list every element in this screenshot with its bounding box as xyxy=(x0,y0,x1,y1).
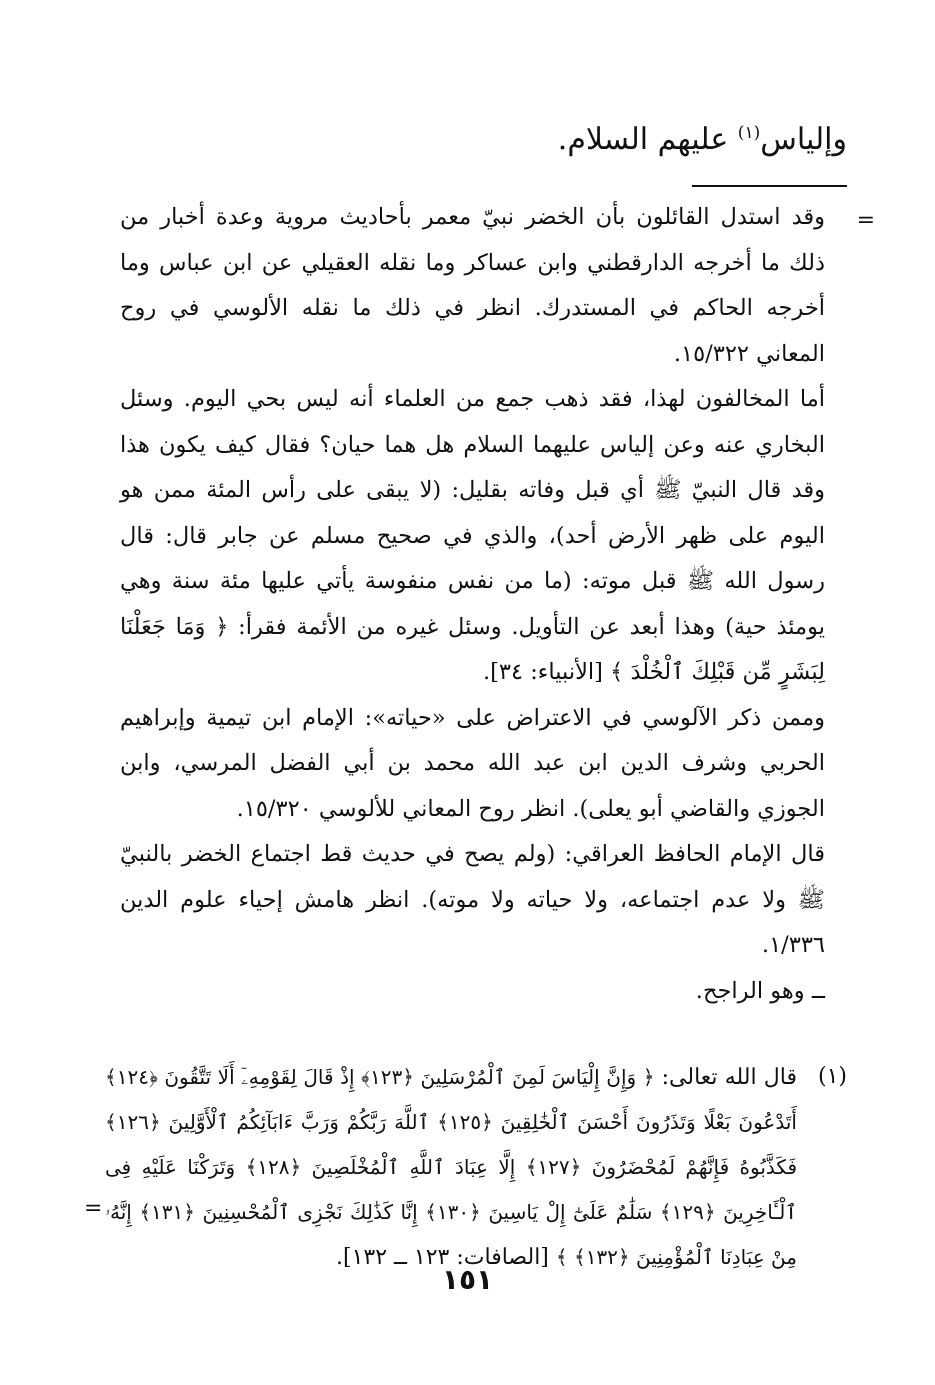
footnote-separator-rule xyxy=(692,185,847,187)
surah-reference: [الصافات: ١٢٣ ــ ١٣٢]. xyxy=(336,1245,556,1270)
continued-footnote-block xyxy=(120,195,825,1014)
footnote-paragraph-1: وقد استدل القائلون بأن الخضر نبيّ معمر بأحاديث مروية وعدة أخبار من ذلك ما أخرجه الدارقطني وابن عساكر وما نقله العقيلي عن ابن عباس وما أخرجه الحاكم في المستدرك. انظر في ذلك ما نقله الألوسي في روح المعاني ١٥/٣٢٢. xyxy=(120,204,825,367)
footnote-paragraph-2 xyxy=(120,377,825,696)
main-text-line xyxy=(558,118,847,162)
footnote-paragraph-5: ــ وهو الراجح. xyxy=(695,977,825,1004)
footnote-paragraph-3: وممن ذكر الآلوسي في الاعتراض على «حياته»: الإمام ابن تيمية وإبراهيم الحربي وشرف الدين ابن عبد الله محمد بن أبي الفضل المرسي، وابن الجوزي والقاضي أبو يعلى). انظر روح المعاني للألوسي ١٥/٣٢٠. xyxy=(120,704,825,822)
headline-text-after: عليهم السلام. xyxy=(557,122,738,157)
footnote-1 xyxy=(105,1055,847,1280)
verse-reference: [الأنبياء: ٣٤]. xyxy=(482,659,611,685)
quran-verse: ﴿ وَمَا جَعَلْنَا لِبَشَرٍ مِّن قَبْلِكَ ٱلْخُلْدَ ﴾ xyxy=(120,613,825,685)
headline-text-before: وإلياس xyxy=(760,122,847,157)
continuation-mark-top: = xyxy=(856,208,875,233)
footnote-number: (١) xyxy=(817,1064,847,1089)
footnote-intro: قال الله تعالى: xyxy=(654,1065,798,1090)
paragraph-2-text: أما المخالفون لهذا، فقد ذهب جمع من العلماء أنه ليس بحي اليوم. وسئل البخاري عنه وعن إلياس عليهما السلام هل هما حيان؟ فقال كيف يكون هذا وقد قال النبيّ ﷺ أي قبل وفاته بقليل: (لا يبقى على رأس المئة ممن هو اليوم على ظهر الأرض أحد)، والذي في صحيح مسلم عن جابر قال: قال رسول الله ﷺ قبل موته: (ما من نفس منفوسة يأتي عليها مئة سنة وهي يومئذ حية) وهذا أبعد عن التأويل. وسئل غيره من الأئمة فقرأ: xyxy=(120,386,825,640)
footnote-paragraph-4: قال الإمام الحافظ العراقي: (ولم يصح في حديث قط اجتماع الخضر بالنبيّ ﷺ ولا عدم اجتماعه، ولا حياته ولا موته). انظر هامش إحياء علوم الدين ١/٣٣٦. xyxy=(120,841,825,958)
page-number: ١٥١ xyxy=(441,1263,494,1296)
footnote-reference: (١) xyxy=(737,123,761,143)
footnote-text xyxy=(105,1055,797,1280)
quran-passage: ﴿ وَإِنَّ إِلْيَاسَ لَمِنَ ٱلْمُرْسَلِينَ ﴿١٢٣﴾ إِذْ قَالَ لِقَوْمِهِۦٓ أَلَا تَتَّقُونَ ﴿١٢٤﴾ أَتَدْعُونَ بَعْلًا وَتَذَرُونَ أَحْسَنَ ٱلْخَٰلِقِينَ ﴿١٢٥﴾ ٱللَّهَ رَبَّكُمْ وَرَبَّ ءَابَآئِكُمُ ٱلْأَوَّلِينَ ﴿١٢٦﴾ فَكَذَّبُوهُ فَإِنَّهُمْ لَمُحْضَرُونَ ﴿١٢٧﴾ إِلَّا عِبَادَ ٱللَّهِ ٱلْمُخْلَصِينَ ﴿١٢٨﴾ وَتَرَكْنَا عَلَيْهِ فِى ٱلْـَٔاخِرِينَ ﴿١٢٩﴾ سَلَٰمٌ عَلَىٰٓ إِلْ يَاسِينَ ﴿١٣٠﴾ إِنَّا كَذَٰلِكَ نَجْزِى ٱلْمُحْسِنِينَ ﴿١٣١﴾ إِنَّهُۥ مِنْ عِبَادِنَا ٱلْمُؤْمِنِينَ ﴿١٣٢﴾ ﴾ xyxy=(105,1065,798,1269)
continuation-mark-bottom: = xyxy=(84,1196,103,1221)
